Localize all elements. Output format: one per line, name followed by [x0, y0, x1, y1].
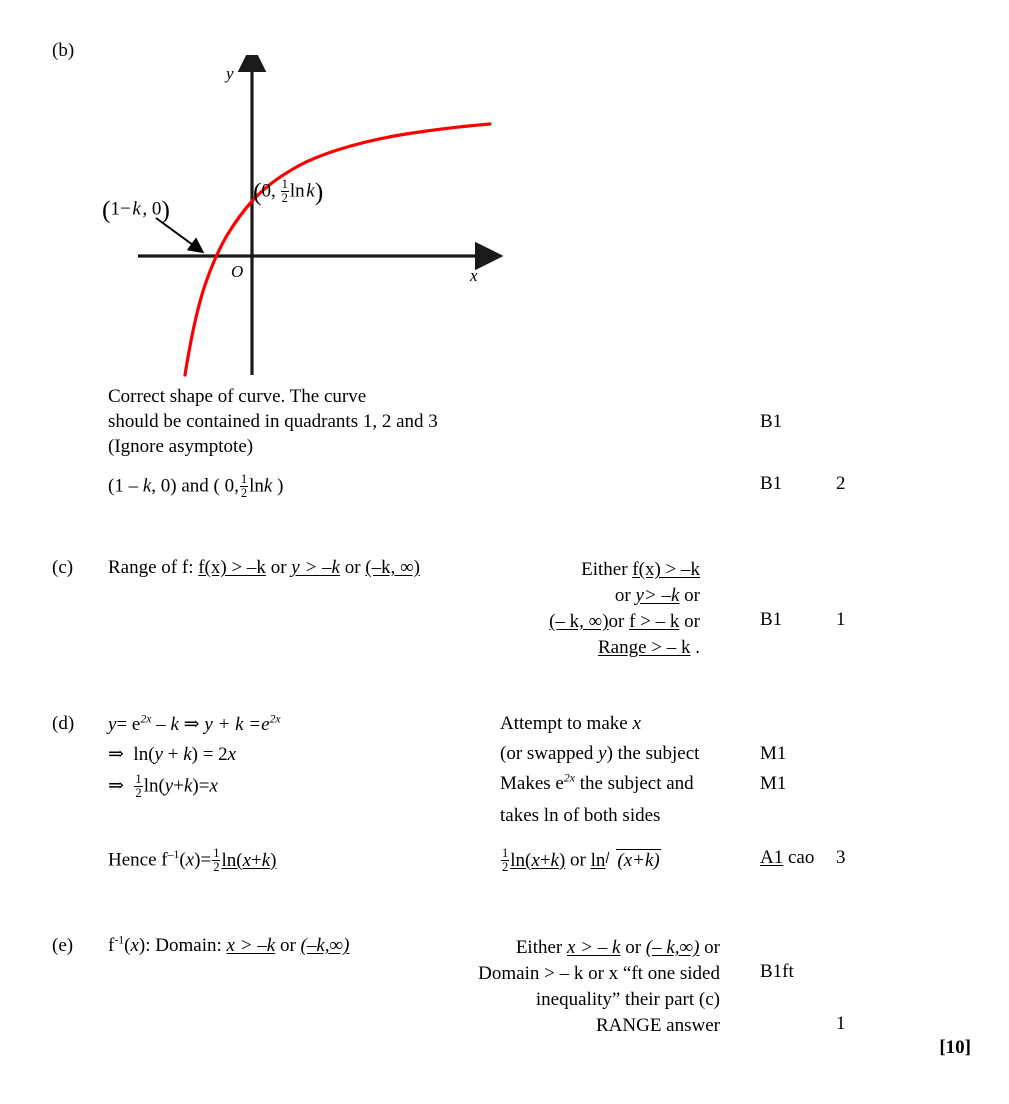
part-c-g4-post: . — [690, 637, 700, 658]
d-ans-inverse-exponent: –1 — [167, 848, 180, 862]
d2-implies-arrow: ⇒ — [108, 744, 124, 765]
part-c-g3-mid: or — [608, 611, 630, 632]
coord-prefix: (1 – — [108, 475, 143, 497]
coord-k1: k — [142, 475, 152, 497]
part-d-mark-m1-b: M1 — [760, 773, 787, 794]
part-c-g3-underlined-1: (– k, ∞) — [549, 611, 609, 632]
part-e-mark: B1ft — [760, 961, 794, 982]
part-c-g3-post: or — [679, 611, 700, 632]
part-d-guidance-line4: takes ln of both sides — [500, 805, 661, 826]
part-c-option-2: y > –k — [291, 557, 340, 578]
part-c-mark: B1 — [760, 609, 783, 630]
e-g1-mid: or — [620, 937, 646, 958]
part-c-option-1: f(x) > –k — [198, 557, 266, 578]
part-c-g2-post: or — [679, 585, 700, 606]
d-ga2-radicand: (x+k) — [617, 849, 660, 871]
part-d-mark-a1-code: A1 — [760, 847, 784, 868]
d1-exponent-1: 2x — [140, 712, 152, 726]
d-g3-exponent: 2x — [563, 771, 575, 785]
d1-eq: = e — [116, 714, 141, 735]
d1-rhs: y + k =e — [204, 714, 270, 735]
d-ga-form-2 — [591, 850, 661, 871]
part-c-total: 1 — [836, 609, 846, 630]
d-g3-b: the subject and — [574, 773, 694, 794]
d2-y: y — [154, 744, 163, 765]
part-c-or-2: or — [339, 557, 366, 578]
part-d-working-line1 — [108, 713, 281, 736]
d3-ln-open: ln( — [143, 775, 165, 797]
d3-x: x — [209, 775, 218, 797]
part-d-working-line3 — [108, 773, 218, 800]
d-ga-close: ) — [558, 849, 566, 871]
part-label-b: (b) — [52, 40, 75, 61]
d-ans-open: ( — [179, 849, 186, 871]
d-ans-eq: )= — [194, 849, 212, 871]
coord-k2: k — [263, 475, 273, 497]
part-d-guidance-line1: Attempt to make x — [500, 713, 641, 734]
d-g2-y: y — [598, 743, 607, 764]
d-ans-underlined-expr — [211, 846, 277, 874]
x-intercept-annotation: (1− k , 0) — [102, 195, 170, 224]
part-b-note-line2: should be contained in quadrants 1, 2 and 3 — [108, 411, 438, 432]
d1-exponent-2: 2x — [269, 712, 281, 726]
origin-label: O — [231, 262, 244, 281]
d-ans-xv: x — [242, 849, 251, 871]
part-label-c: (c) — [52, 557, 74, 578]
part-d-total: 3 — [836, 847, 846, 868]
part-c-guidance — [300, 557, 700, 661]
graph-figure — [100, 55, 520, 385]
part-c-guidance-line3 — [300, 609, 700, 635]
part-c-g2-pre: or — [614, 585, 636, 606]
d-g3-a: Makes e — [500, 773, 564, 794]
d-ga-x: x — [531, 849, 540, 871]
part-c-g4-underlined: Range > – k — [597, 637, 691, 658]
part-c-guidance-line2 — [300, 583, 700, 609]
d-ans-x: x — [185, 849, 195, 871]
d-ga2-square-root — [605, 848, 660, 872]
d-g1-x: x — [632, 713, 641, 734]
coord-half-fraction: $\frac{1}{2}$ — [240, 472, 248, 500]
d-ans-half-fraction: $\frac{1}{2}$ — [213, 846, 220, 874]
d2-eq: ) = 2 — [191, 744, 228, 765]
part-c-prefix: Range of f: — [108, 557, 199, 578]
part-e-guidance — [320, 935, 720, 1039]
curve-path — [185, 124, 490, 375]
d-ga-ln: ln( — [510, 849, 532, 871]
part-b-note-line1: Correct shape of curve. The curve — [108, 386, 367, 407]
e-g1-post: or — [699, 937, 720, 958]
part-d-working-line2 — [108, 743, 236, 766]
d-ga2-ln: ln — [590, 849, 606, 871]
part-e-answer — [108, 935, 349, 957]
part-e-guidance-line3: inequality” their part (c) — [535, 989, 720, 1010]
d3-half-fraction: $\frac{1}{2}$ — [135, 772, 142, 800]
part-b-note-line3: (Ignore asymptote) — [108, 436, 254, 457]
coord-suffix: ) — [272, 475, 284, 497]
e-ans-x: x — [130, 935, 139, 956]
part-b-total: 2 — [836, 473, 846, 494]
d-g2-a: (or swapped — [500, 743, 599, 764]
d-ans-ln: ln( — [221, 849, 243, 871]
d3-y: y — [164, 775, 174, 797]
d-ans-close: ) — [270, 849, 277, 871]
part-d-guidance-line2 — [500, 743, 699, 765]
d3-implies-arrow: ⇒ — [108, 775, 124, 797]
e-g1-underlined-1: x > – k — [567, 937, 621, 958]
e-ans-or: or — [275, 935, 301, 956]
d2-x: x — [227, 744, 237, 765]
part-d-mark-a1-cao: cao — [783, 847, 815, 868]
coord-mid: , 0) and ( 0, — [151, 475, 239, 497]
e-ans-option-2: (–k,∞) — [300, 935, 350, 956]
e-ans-inverse-exponent: -1 — [114, 933, 125, 947]
part-d-final-answer — [108, 847, 276, 874]
part-d-mark-a1 — [760, 847, 814, 869]
part-e-guidance-line1 — [320, 935, 720, 961]
part-e-guidance-line2: Domain > – k or x “ft one sided — [478, 963, 720, 984]
d3-plus: + — [173, 775, 184, 797]
part-c-guidance-line1 — [300, 557, 700, 583]
d-ga-plus: + — [539, 849, 551, 871]
d-ans-plus: + — [251, 849, 262, 871]
part-b-mark-shape: B1 — [760, 411, 783, 432]
e-ans-f: f — [108, 935, 115, 956]
part-b-mark-coords: B1 — [760, 473, 783, 494]
question-total-marks: [10] — [939, 1037, 971, 1058]
y-axis-label: y — [226, 64, 234, 83]
d-ga-half-fraction: $\frac{1}{2}$ — [502, 846, 509, 874]
part-label-e: (e) — [52, 935, 74, 956]
e-g1-pre: Either — [515, 937, 568, 958]
e-g1-underlined-2: (– k,∞) — [645, 937, 700, 958]
e-ans-option-1: x > –k — [226, 935, 276, 956]
d-ans-hence: Hence f — [108, 849, 168, 871]
part-label-d: (d) — [52, 713, 75, 734]
d3-k: k — [183, 775, 193, 797]
part-c-g1-pre: Either — [581, 559, 633, 580]
e-ans-open: ( — [124, 935, 131, 956]
d2-k: k — [183, 744, 192, 765]
x-axis-label: x — [470, 266, 478, 285]
d1-minus-k: – k — [151, 714, 179, 735]
d2-ln-open: ln( — [133, 744, 155, 765]
d2-plus: + — [162, 744, 184, 765]
d-ga-or: or — [565, 849, 591, 871]
part-c-g1-underlined: f(x) > –k — [632, 559, 700, 580]
d1-implies-arrow: ⇒ — [183, 714, 200, 735]
part-e-total: 1 — [836, 1013, 846, 1034]
d-ga-k: k — [550, 849, 559, 871]
part-c-g2-underlined: y> –k — [635, 585, 680, 606]
part-c-option-3: (–k, ∞) — [365, 557, 420, 578]
part-c-or-1: or — [265, 557, 292, 578]
y-intercept-annotation: (0, $\frac{1}{2}$ ln k) — [253, 177, 324, 206]
d-ans-k: k — [261, 849, 271, 871]
part-b-coordinates — [108, 473, 283, 500]
part-c-g3-underlined-2: f > – k — [629, 611, 680, 632]
d-g2-b: ) the subject — [606, 743, 700, 764]
d-ga-form-1 — [500, 846, 566, 874]
part-e-guidance-line4: RANGE answer — [595, 1015, 720, 1036]
d3-close: )= — [192, 775, 210, 797]
e-ans-mid: ): Domain: — [138, 935, 227, 956]
part-d-guidance-line3 — [500, 773, 694, 795]
d1-y: y — [108, 714, 117, 735]
part-d-mark-m1-a: M1 — [760, 743, 787, 764]
part-d-guidance-answer — [500, 847, 661, 874]
part-c-guidance-line4 — [300, 635, 700, 661]
coord-ln: ln — [249, 475, 264, 497]
